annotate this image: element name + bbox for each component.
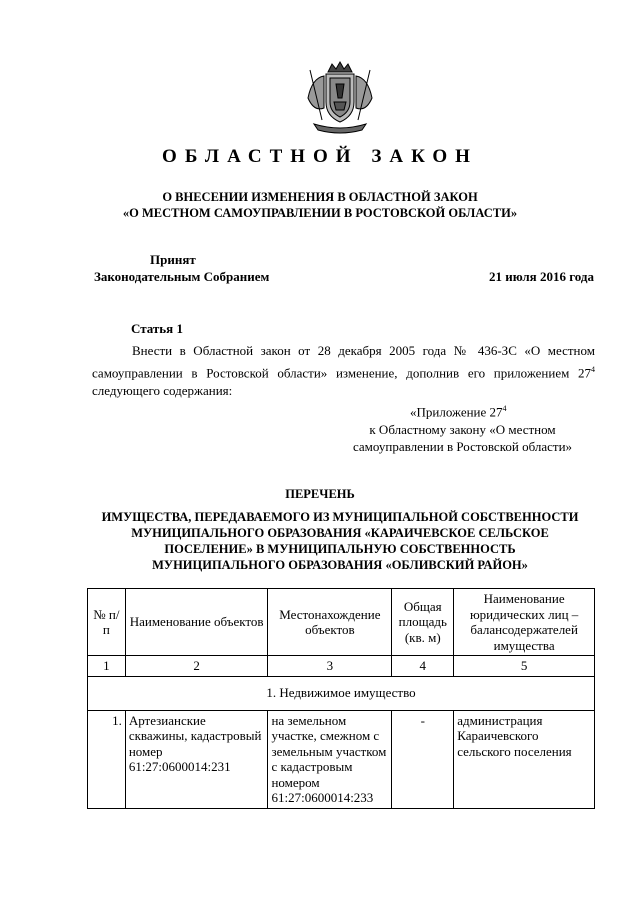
list-subtitle-line-4: МУНИЦИПАЛЬНОГО ОБРАЗОВАНИЯ «ОБЛИВСКИЙ РАЙОН» [152,558,528,572]
table-section-row [88,676,595,710]
list-title: ПЕРЕЧЕНЬ [285,487,355,501]
colnum-3: 3 [268,656,392,677]
header-num: № п/п [88,589,126,656]
adoption-date: 21 июля 2016 года [489,269,594,284]
colnum-2: 2 [125,656,268,677]
header-location: Местонахождение объектов [268,589,392,656]
subtitle-line-1: О ВНЕСЕНИИ ИЗМЕНЕНИЯ В ОБЛАСТНОЙ ЗАКОН [162,190,478,204]
colnum-1: 1 [88,656,126,677]
row-num: 1. [88,710,126,808]
appendix-line-3: самоуправлении в Ростовской области» [352,439,573,455]
subtitle-line-2: «О МЕСТНОМ САМОУПРАВЛЕНИИ В РОСТОВСКОЙ ОБЛАСТИ» [122,206,518,220]
article-text-main: Внести в Областной закон от 28 декабря 2005 года № 436-ЗС «О местном самоуправлении в Ростовской области» изменение, дополнив его приложением 27 [92,343,595,380]
row-holder: администрация Караичевского сельского поселения [454,710,595,808]
property-table [87,588,595,809]
adopted-by: Законодательным Собранием [94,269,270,284]
list-subtitle-line-1: ИМУЩЕСТВА, ПЕРЕДАВАЕМОГО ИЗ МУНИЦИПАЛЬНОЙ СОБСТВЕННОСТИ [101,510,579,524]
coat-of-arms-emblem [300,58,380,138]
table-row [88,710,595,808]
table-colnum-row [88,656,595,677]
appendix-line-2: к Областному закону «О местном [369,421,556,437]
row-name: Артезианские скважины, кадастровый номер 61:27:0600014:231 [125,710,268,808]
appendix-title: «Приложение 27 [410,404,503,420]
header-name: Наименование объектов [125,589,268,656]
article-heading: Статья 1 [131,321,183,336]
header-holder: Наименование юридических лиц – балансодержателей имущества [454,589,595,656]
section-heading: 1. Недвижимое имущество [88,676,595,710]
list-subtitle-line-3: ПОСЕЛЕНИЕ» В МУНИЦИПАЛЬНУЮ СОБСТВЕННОСТЬ [164,542,516,556]
article-text-tail: следующего содержания: [92,383,233,399]
article-text-sup: 4 [591,364,595,374]
appendix-reference [330,400,595,456]
colnum-4: 4 [392,656,454,677]
list-subtitle-line-2: МУНИЦИПАЛЬНОГО ОБРАЗОВАНИЯ «КАРАИЧЕВСКОЕ СЕЛЬСКОЕ [131,526,549,540]
appendix-line-1 [330,400,595,421]
list-subtitle [80,509,600,573]
row-area: - [392,710,454,808]
colnum-5: 5 [454,656,595,677]
adopted-label: Принят [150,252,196,267]
table-header-row [88,589,595,656]
header-area: Общая площадь (кв. м) [392,589,454,656]
row-location: на земельном участке, смежном с земельным участком с кадастровым номером 61:27:0600014:233 [268,710,392,808]
law-subtitle [60,189,580,221]
law-title: ОБЛАСТНОЙ ЗАКОН [162,146,478,167]
appendix-sup: 4 [502,404,507,413]
article-text [92,342,595,401]
